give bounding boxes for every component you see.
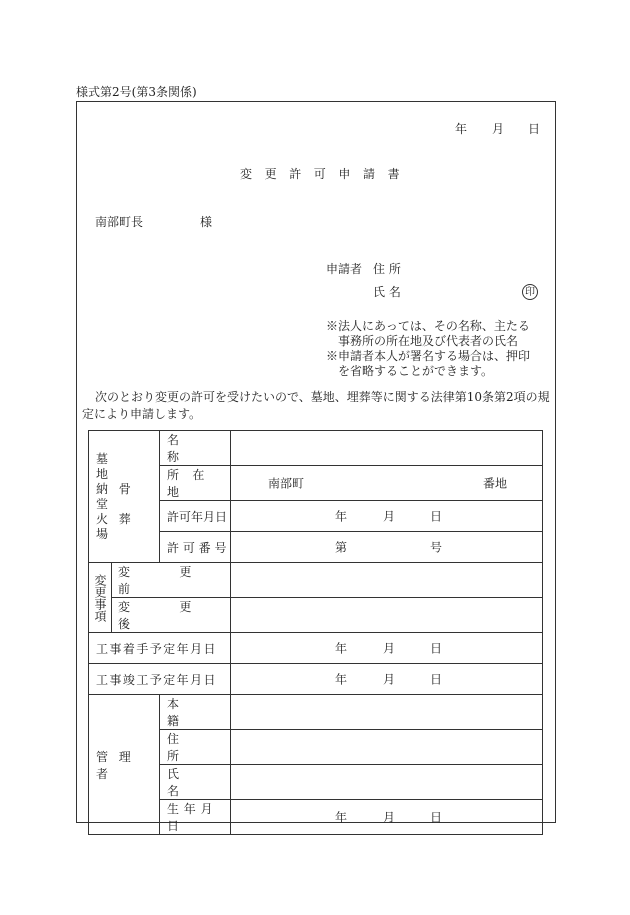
note-line-3: ※申請者本人が署名する場合は、押印 bbox=[326, 349, 531, 363]
permit-number-value[interactable] bbox=[231, 532, 543, 563]
construction-end-value[interactable] bbox=[231, 664, 543, 695]
note-line-2: 事務所の所在地及び代表者の氏名 bbox=[338, 334, 519, 348]
table-row bbox=[89, 695, 543, 730]
manager-group-label: 管理者 bbox=[96, 749, 142, 781]
permit-date-value[interactable] bbox=[231, 501, 543, 532]
end-month: 月 bbox=[383, 672, 396, 687]
date-year: 年 bbox=[455, 122, 468, 136]
number-suffix: 号 bbox=[430, 540, 443, 555]
birth-day: 日 bbox=[430, 810, 443, 825]
change-after-value[interactable] bbox=[231, 598, 543, 633]
applicant-name-label: 氏 名 bbox=[373, 285, 401, 299]
date-month: 月 bbox=[492, 122, 505, 136]
facility-line-1: 墓 地 bbox=[96, 451, 137, 481]
page-title: 変更許可申請書 bbox=[240, 167, 413, 181]
number-prefix: 第 bbox=[335, 540, 348, 555]
addressee-name: 南部町長 bbox=[95, 215, 144, 229]
location-suffix: 番地 bbox=[483, 476, 508, 491]
application-table bbox=[88, 430, 543, 835]
start-day: 日 bbox=[430, 641, 443, 656]
start-month: 月 bbox=[383, 641, 396, 656]
location-town: 南部町 bbox=[268, 476, 305, 491]
domicile-value[interactable] bbox=[231, 695, 543, 730]
permit-date-label: 許可年月日 bbox=[160, 501, 231, 532]
change-group-label: 変更事項 bbox=[93, 573, 107, 622]
change-before-label: 変 更 前 bbox=[112, 563, 231, 598]
table-row bbox=[89, 664, 543, 695]
body-text: 次のとおり変更の許可を受けたいので、墓地、埋葬等に関する法律第10条第2項の規定により申請します。 bbox=[82, 390, 550, 421]
applicant-address-label: 住 所 bbox=[373, 262, 401, 276]
facility-line-2: 納骨堂 bbox=[96, 481, 142, 511]
construction-end-label: 工事竣工予定年月日 bbox=[89, 664, 231, 695]
domicile-label: 本 籍 bbox=[160, 695, 231, 730]
end-day: 日 bbox=[430, 672, 443, 687]
permit-year: 年 bbox=[335, 509, 348, 524]
manager-address-label: 住 所 bbox=[160, 730, 231, 765]
note-line-4: を省略することができます。 bbox=[338, 364, 494, 378]
facility-name-label: 名 称 bbox=[160, 431, 231, 466]
form-number: 様式第2号(第3条関係) bbox=[76, 85, 197, 99]
facility-group-cell bbox=[89, 431, 160, 563]
seal-mark: 印 bbox=[522, 284, 538, 300]
location-value[interactable] bbox=[231, 466, 543, 501]
manager-name-value[interactable] bbox=[231, 765, 543, 800]
manager-group-cell bbox=[89, 695, 160, 835]
manager-name-label: 氏 名 bbox=[160, 765, 231, 800]
permit-day: 日 bbox=[430, 509, 443, 524]
change-before-value[interactable] bbox=[231, 563, 543, 598]
table-row bbox=[89, 563, 543, 598]
end-year: 年 bbox=[335, 672, 348, 687]
date-day: 日 bbox=[528, 122, 541, 136]
permit-number-label: 許 可 番 号 bbox=[160, 532, 231, 563]
birthdate-label: 生年月日 bbox=[160, 800, 231, 835]
change-group-cell bbox=[89, 563, 112, 633]
table-row bbox=[89, 633, 543, 664]
start-year: 年 bbox=[335, 641, 348, 656]
addressee-honorific: 様 bbox=[200, 215, 213, 229]
note-line-1: ※法人にあっては、その名称、主たる bbox=[326, 319, 530, 333]
change-after-label: 変 更 後 bbox=[112, 598, 231, 633]
facility-line-3: 火葬場 bbox=[96, 511, 142, 541]
birth-month: 月 bbox=[383, 810, 396, 825]
permit-month: 月 bbox=[383, 509, 396, 524]
location-label: 所 在 地 bbox=[160, 466, 231, 501]
facility-name-value[interactable] bbox=[231, 431, 543, 466]
manager-address-value[interactable] bbox=[231, 730, 543, 765]
applicant-label: 申請者 bbox=[326, 262, 363, 276]
table-row bbox=[89, 598, 543, 633]
construction-start-label: 工事着手予定年月日 bbox=[89, 633, 231, 664]
table-row bbox=[89, 431, 543, 466]
birthdate-value[interactable] bbox=[231, 800, 543, 835]
birth-year: 年 bbox=[335, 810, 348, 825]
construction-start-value[interactable] bbox=[231, 633, 543, 664]
